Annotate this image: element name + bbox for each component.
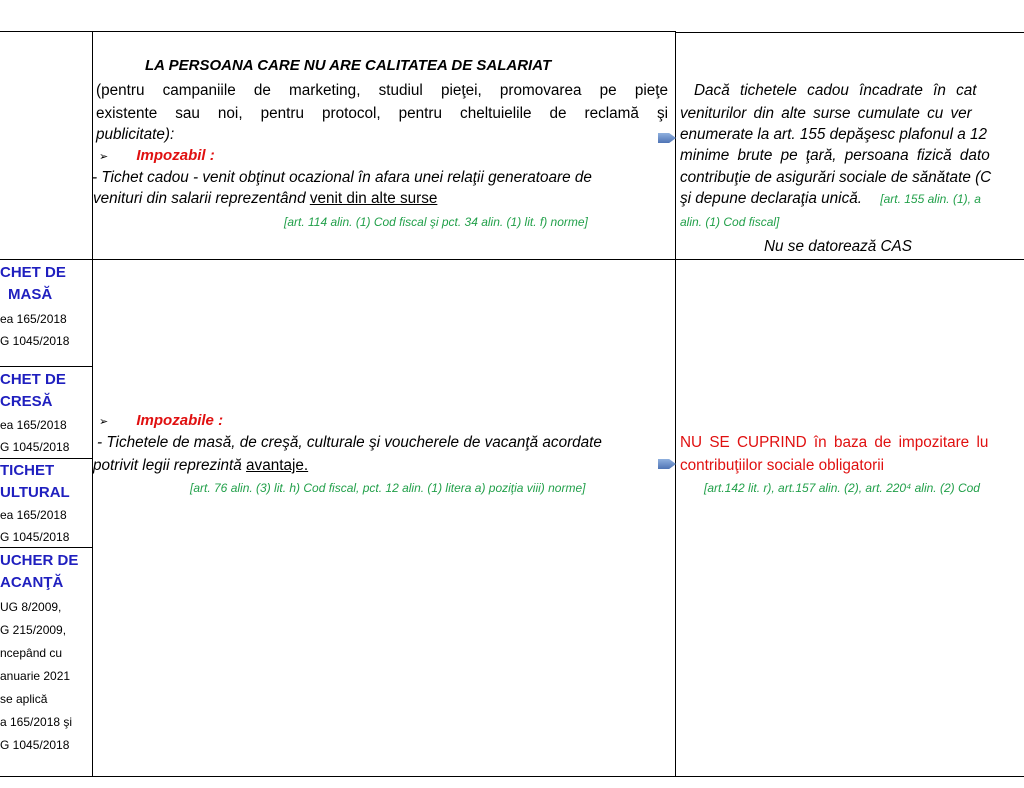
- bullet-impozabil: [99, 146, 215, 167]
- intro-line-1: (pentru campaniile de marketing, studiul pieţei, promovarea pe pieţe: [96, 82, 668, 99]
- grid-line-side-2: [0, 458, 92, 459]
- grid-line-top-right: [676, 32, 1024, 33]
- nu-se-datoreaza-cas: Nu se datorează CAS: [764, 238, 912, 255]
- side-voucher-line5: se aplică: [0, 692, 48, 706]
- venit-alte-surse: venit din alte surse: [309, 190, 438, 207]
- side-voucher-line1: UG 8/2009,: [0, 600, 62, 614]
- grid-line-side-1: [0, 366, 92, 367]
- tichet-cadou-text: venituri din salarii reprezentând: [93, 190, 310, 207]
- tichet-cadou-line-2: [93, 189, 437, 209]
- grid-line-bottom: [0, 776, 1024, 777]
- right-line-3: enumerate la art. 155 depăşesc plafonul a 12: [680, 126, 987, 143]
- impozabile-label: Impozabile :: [136, 412, 224, 429]
- citation-art-142: [art.142 lit. r), art.157 alin. (2), art. 220⁴ alin. (2) Cod: [704, 481, 980, 495]
- intro-line-2: existente sau noi, pentru protocol, pentru cheltuielile de reclamă şi: [96, 105, 668, 122]
- tichete-text: potrivit legii reprezintă: [93, 457, 247, 474]
- citation-art-155: [art. 155 alin. (1), a: [880, 192, 981, 206]
- side-masa-title2: MASĂ: [8, 286, 53, 303]
- bullet-arrow-icon-2: ➢: [99, 416, 109, 428]
- side-masa-line1: ea 165/2018: [0, 312, 67, 326]
- grid-line-row-divider: [0, 259, 1024, 260]
- right-line-6: [680, 189, 981, 209]
- side-cresa-title1: CHET DE: [0, 371, 66, 388]
- side-voucher-line3: ncepând cu: [0, 646, 63, 660]
- side-cresa-line1: ea 165/2018: [0, 418, 67, 432]
- side-cultural-line1: ea 165/2018: [0, 508, 67, 522]
- right-line-4: minime brute pe ţară, persoana fizică dato: [680, 147, 990, 164]
- side-cultural-line2: G 1045/2018: [0, 530, 70, 544]
- avantaje: avantaje.: [246, 457, 309, 474]
- intro-line-3: publicitate):: [96, 126, 175, 143]
- grid-line-col-1: [92, 31, 93, 777]
- side-masa-title1: CHET DE: [0, 264, 66, 281]
- grid-line-col-2: [675, 31, 676, 777]
- nu-se-cuprind-line-1: NU SE CUPRIND în baza de impozitare lu: [680, 434, 989, 451]
- side-tichet-masa: [0, 262, 69, 352]
- side-cultural-title1: TICHET: [0, 462, 55, 479]
- side-cresa-title2: CRESĂ: [0, 393, 53, 410]
- tichet-cadou-line-1: - Tichet cadou - venit obţinut ocazional în afara unei relaţii generatoare de: [92, 169, 592, 186]
- right-declaratie: şi depune declaraţia unică.: [680, 190, 862, 207]
- impozabil-label: Impozabil :: [136, 147, 215, 164]
- side-voucher-line6: a 165/2018 şi: [0, 715, 73, 729]
- tichete-line-2: [93, 456, 308, 476]
- right-line-2: veniturilor din alte surse cumulate cu ver: [680, 105, 972, 122]
- bullet-impozabile: [99, 411, 223, 432]
- citation-art-76: [art. 76 alin. (3) lit. h) Cod fiscal, pct. 12 alin. (1) litera a) poziţia viii) norme]: [190, 481, 586, 495]
- right-line-5: contribuţie de asigurări sociale de sănătate (C: [680, 169, 992, 186]
- grid-line-top: [92, 31, 676, 32]
- citation-art-114: [art. 114 alin. (1) Cod fiscal şi pct. 34 alin. (1) lit. f) norme]: [284, 215, 588, 229]
- tichete-line-1: - Tichetele de masă, de creşă, culturale şi voucherele de vacanţă acordate: [97, 434, 602, 451]
- side-cultural-title2: ULTURAL: [0, 484, 70, 501]
- side-voucher-line2: G 215/2009,: [0, 623, 67, 637]
- side-voucher-line7: G 1045/2018: [0, 738, 70, 752]
- bullet-arrow-icon: ➢: [99, 151, 109, 163]
- citation-art-155-cont: alin. (1) Cod fiscal]: [680, 215, 780, 229]
- side-masa-line2: G 1045/2018: [0, 334, 70, 348]
- side-cresa-line2: G 1045/2018: [0, 440, 70, 454]
- side-voucher-title2: ACANŢĂ: [0, 574, 64, 591]
- nu-se-cuprind-line-2: contribuţiilor sociale obligatorii: [680, 457, 885, 474]
- side-voucher-title1: UCHER DE: [0, 552, 79, 569]
- side-tichet-cresa: [0, 369, 69, 458]
- side-voucher-line4: anuarie 2021: [0, 669, 71, 683]
- grid-line-header-left: [0, 31, 92, 32]
- side-voucher-vacanta: [0, 550, 78, 757]
- side-tichet-cultural: [0, 460, 70, 548]
- section-title: LA PERSOANA CARE NU ARE CALITATEA DE SALARIAT: [145, 57, 552, 74]
- arrow-right-icon: [658, 133, 676, 143]
- right-line-1: Dacă tichetele cadou încadrate în cat: [694, 82, 977, 99]
- arrow-right-icon-2: [658, 459, 676, 469]
